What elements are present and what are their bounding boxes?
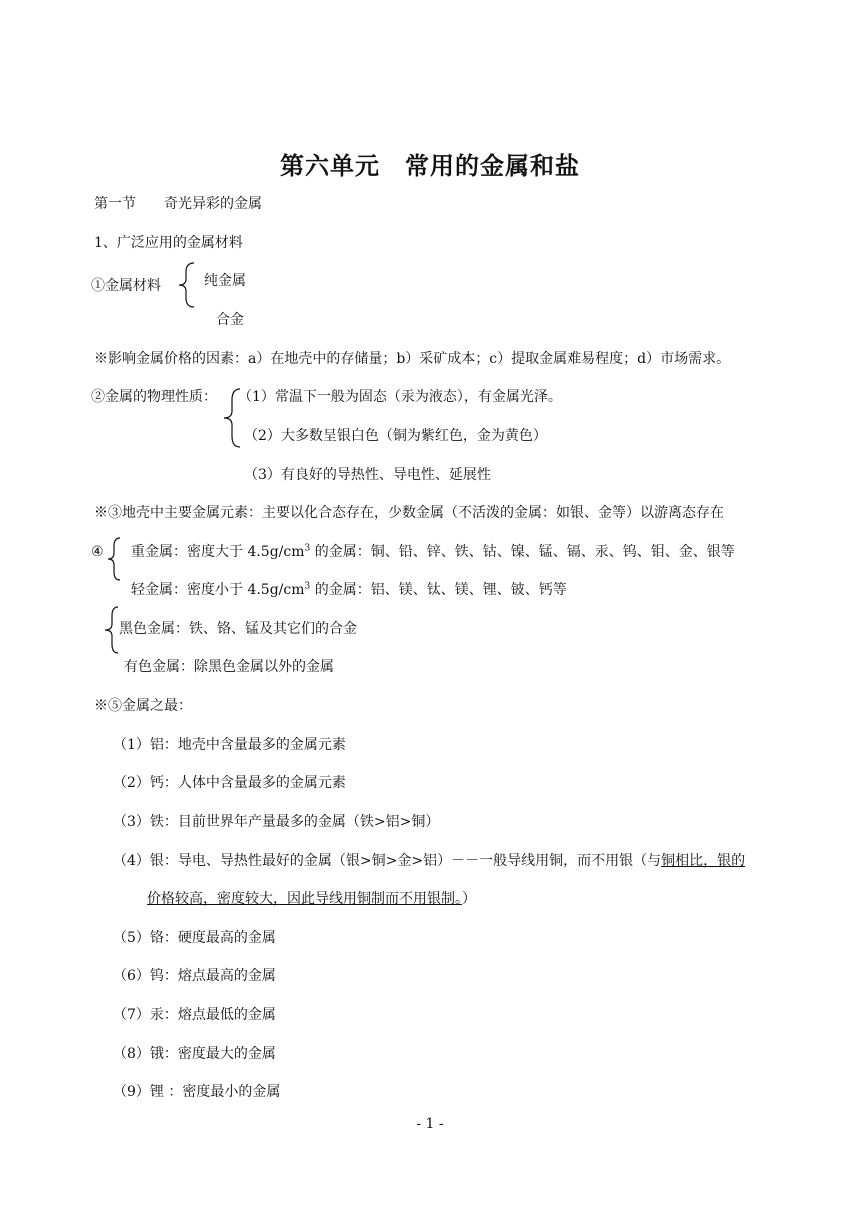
price-factors: ※影响金属价格的因素：a）在地壳中的存储量；b）采矿成本；c）提取金属难易程度；d）市场需求。	[94, 351, 731, 367]
physical-prop-3: （3）有良好的导热性、导电性、延展性	[244, 467, 491, 483]
superlative-item: （3）铁：目前世界年产量最多的金属（铁>铝>铜）	[113, 814, 440, 830]
superlative-item: （9）锂 ：密度最小的金属	[113, 1084, 281, 1100]
superlative-item: （8）锇：密度最大的金属	[113, 1046, 276, 1062]
physical-prop-2: （2）大多数呈银白色（铜为紫红色，金为黄色）	[244, 428, 547, 444]
superlative-item: （6）钨：熔点最高的金属	[113, 968, 276, 984]
density-brace	[104, 537, 122, 581]
superlative-item: （1）铝：地壳中含量最多的金属元素	[113, 737, 346, 753]
nonferrous-metals: 有色金属：除黑色金属以外的金属	[124, 659, 334, 675]
physical-prop-1: （1）常温下一般为固态（汞为液态），有金属光泽。	[238, 389, 562, 405]
superlative-item: （5）铬：硬度最高的金属	[113, 930, 276, 946]
materials-label: ①金属材料	[91, 278, 161, 294]
materials-item-pure: 纯金属	[204, 273, 246, 289]
section-heading: 第一节 奇光异彩的金属	[94, 196, 262, 212]
superlatives-heading: ※⑤金属之最：	[94, 698, 192, 714]
density-marker: ④	[91, 544, 104, 560]
color-class-brace	[102, 606, 120, 654]
superlative-item-silver: （4）银：导电、导热性最好的金属（银>铜>金>铝）－－一般导线用铜，而不用银（与铜相比，银的	[113, 853, 746, 869]
superlative-item: （2）钙：人体中含量最多的金属元素	[113, 775, 346, 791]
physical-label: ②金属的物理性质：	[91, 389, 217, 405]
ferrous-metals: 黑色金属：铁、铬、锰及其它们的合金	[119, 621, 357, 637]
materials-brace	[176, 262, 196, 308]
crust-elements: ※③地壳中主要金属元素：主要以化合态存在，少数金属（不活泼的金属：如银、金等）以游离态存在	[94, 505, 724, 521]
materials-item-alloy: 合金	[216, 312, 244, 328]
light-metals: 轻金属：密度小于 $4.5g/cm^3$ 的金属：铝、镁、钛、镁、锂、铍、钙等	[131, 581, 567, 598]
heavy-metals: 重金属：密度大于 $4.5g/cm^3$ 的金属：铜、铅、锌、铁、钴、镍、锰、镉、汞、钨、钼、金、银等	[131, 543, 735, 560]
superlative-item: （7）汞：熔点最低的金属	[113, 1007, 276, 1023]
superlative-item-silver-cont: 价格较高，密度较大，因此导线用铜制而不用银制。）	[147, 891, 476, 907]
page-title: 第六单元 常用的金属和盐	[280, 151, 580, 180]
subsection-heading: 1、广泛应用的金属材料	[94, 235, 243, 251]
page-number: - 1 -	[416, 1116, 444, 1132]
